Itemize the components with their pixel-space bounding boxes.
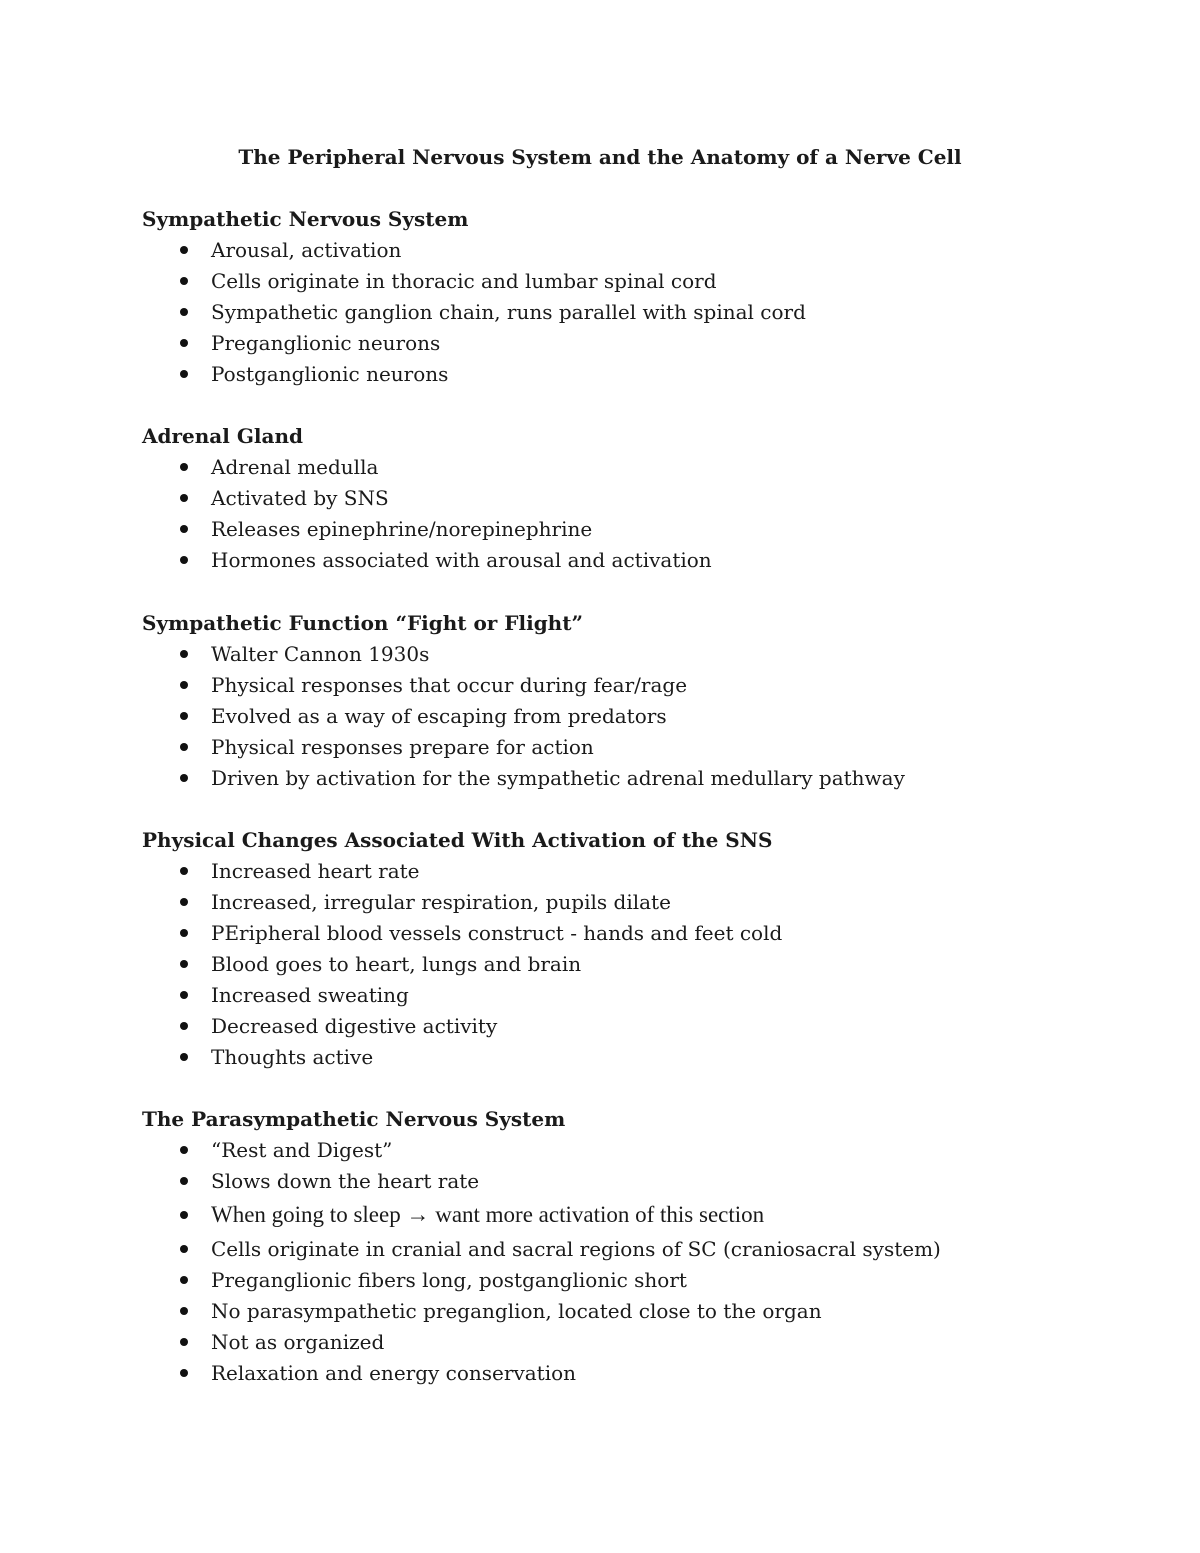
bullet-icon bbox=[180, 1307, 188, 1315]
bullet-icon bbox=[180, 1369, 188, 1377]
bullet-icon bbox=[180, 991, 188, 999]
bullet-icon bbox=[180, 370, 188, 378]
bullet-icon bbox=[180, 339, 188, 347]
bullet-icon bbox=[180, 463, 188, 471]
bullet-icon bbox=[180, 898, 188, 906]
bullet-icon bbox=[180, 494, 188, 502]
section-heading-sympathetic-nervous-system: Sympathetic Nervous System bbox=[142, 207, 469, 231]
bullet-icon bbox=[180, 525, 188, 533]
bullet-icon bbox=[180, 1146, 188, 1154]
bullet-icon bbox=[180, 1276, 188, 1284]
document-title: The Peripheral Nervous System and the Anatomy of a Nerve Cell bbox=[238, 145, 962, 169]
bullet-icon bbox=[180, 277, 188, 285]
section-heading-adrenal-gland: Adrenal Gland bbox=[142, 424, 303, 448]
section-heading-physical-changes: Physical Changes Associated With Activation of the SNS bbox=[142, 828, 773, 852]
bullet-icon bbox=[180, 929, 188, 937]
bullet-icon bbox=[180, 308, 188, 316]
bullet-icon bbox=[180, 774, 188, 782]
bullet-icon bbox=[180, 1245, 188, 1253]
bullet-icon bbox=[180, 1338, 188, 1346]
bullet-icon bbox=[180, 1211, 188, 1219]
bullet-icon bbox=[180, 556, 188, 564]
bullet-icon bbox=[180, 681, 188, 689]
bullet-icon bbox=[180, 246, 188, 254]
bullet-icon bbox=[180, 1053, 188, 1061]
bullet-icon bbox=[180, 1177, 188, 1185]
section-heading-parasympathetic-nervous-system: The Parasympathetic Nervous System bbox=[142, 1107, 566, 1131]
bullet-icon bbox=[180, 867, 188, 875]
bullet-icon bbox=[180, 743, 188, 751]
bullet-icon bbox=[180, 960, 188, 968]
bullet-icon bbox=[180, 650, 188, 658]
bullet-icon bbox=[180, 712, 188, 720]
section-heading-sympathetic-function: Sympathetic Function “Fight or Flight” bbox=[142, 611, 583, 635]
document-page: The Peripheral Nervous System and the Anatomy of a Nerve Cell Sympathetic Nervous System Arousal, activation Cells originate in thoracic and lumbar spinal cord Sympathetic ganglion chain, runs parallel with spinal cord Preganglionic neurons Postganglionic neurons Adrenal Gland Adrenal medulla Activated by SNS Releases epinephrine/norepinephrine Hormones associated with arousal and activation Sympathetic Function “Fight or Flight” Walter Cannon 1930s Physical responses that occur during fear/rage Evolved as a way of escaping from predators Physical responses prepare for action Driven by activation for the sympathetic adrenal medullary pathway Physical Changes Associated With Activation of the SNS Increased heart rate Increased, irregular respiration, pupils dilate PEripheral blood vessels construct - hands and feet cold Blood goes to heart, lungs and brain Increased sweating Decreased digestive activity Thoughts active The Parasympathetic Nervous System “Rest and Digest” Slows down the heart rate When going to sleep → want more activation of this section Cells originate in cranial and sacral regions of SC (craniosacral system) Preganglionic fibers long, postganglionic short No parasympathetic preganglion, located close to the organ Not as organized Relaxation and energy conservation bbox=[0, 0, 1200, 1553]
bullet-icon bbox=[180, 1022, 188, 1030]
